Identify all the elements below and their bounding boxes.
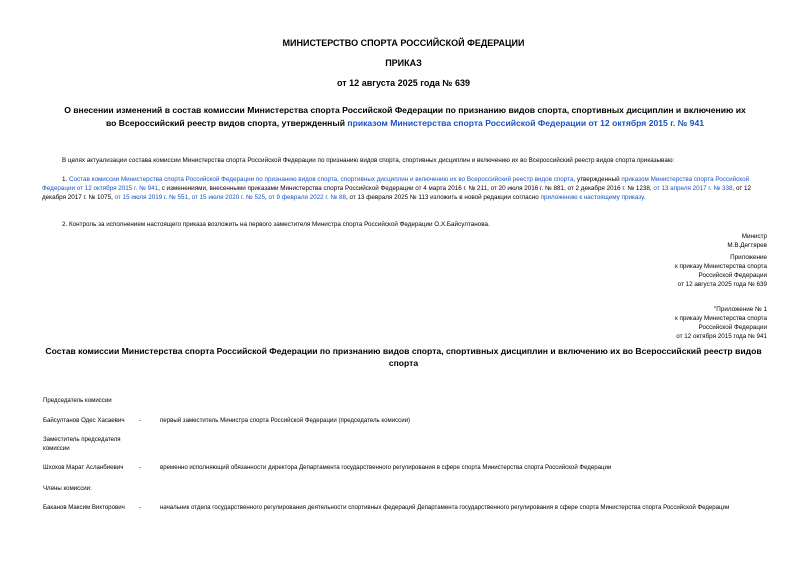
- appendix1-line: Российской Федерации: [698, 324, 767, 332]
- title-text: О внесении изменений в состав комиссии Министерства спорта Российской Федерации по признанию видов спорта, спортивных дисциплин и включению их во Всероссийский реестр видов спорта, утвержденный: [64, 105, 746, 128]
- member-name: Баканов Максим Викторович: [43, 504, 125, 511]
- member-name: Байсултанов Одес Хасаевич: [43, 417, 125, 424]
- item-1-text: , с изменениями, внесенными приказами Министерства спорта Российской Федерации от 4 марта 2016 г. № 211, от 20 июля 2016 г. № 881, от 2 декабря 2016 г. № 1238,: [158, 185, 654, 193]
- item-1-text: , от 12 декабря 2017 г. № 1075,: [42, 185, 751, 202]
- order-88-link[interactable]: от 9 февраля 2022 г. № 88: [268, 194, 346, 202]
- title-order-link[interactable]: приказом Министерства спорта Российской Федерации от 12 октября 2015 г. № 941: [347, 117, 705, 128]
- composition-title: Состав комиссии Министерства спорта Российской Федерации по признанию видов спорта, спортивных дисциплин и включению их во Всероссийский реестр видов спорта: [45, 346, 762, 368]
- dash-separator: -: [139, 464, 142, 471]
- dash-separator: -: [139, 417, 142, 424]
- appendix-line: Приложение: [730, 254, 767, 261]
- order-941-link[interactable]: приказом Министерства спорта Российской Федерации от 12 октября 2015 г. № 941: [42, 176, 750, 193]
- appendix1-line: от 12 октября 2015 года № 941: [676, 333, 767, 341]
- signature-position: Министр: [741, 233, 767, 240]
- order-338-link[interactable]: от 13 апреля 2017 г. № 338: [653, 185, 733, 193]
- appendix-line: к приказу Министерства спорта: [675, 263, 767, 271]
- appendix-line: Российской Федерации: [698, 272, 767, 280]
- appendix1-line: к приказу Министерства спорта: [675, 315, 767, 323]
- signature-name: М.В.Дегтярев: [727, 242, 767, 250]
- doc-date-number: от 12 августа 2025 года № 639: [337, 78, 470, 88]
- item-1: [42, 175, 767, 202]
- item-2: 2. Контроль за исполнением настоящего приказа возложить на первого заместителя Министра спорта Российской Федерации О.Х.Байсултанова.: [62, 221, 490, 228]
- composition-link[interactable]: Состав комиссии Министерства спорта Российской Федерации по признанию видов спорта, спортивных дисциплин и включению их во Всероссийский реестр видов спорта: [69, 176, 574, 183]
- deputy-label: Заместитель председателя комиссии: [43, 436, 121, 452]
- item-1-text: ,: [188, 194, 192, 202]
- item-1-text: , утвержденный: [573, 176, 622, 183]
- doc-type: ПРИКАЗ: [385, 58, 422, 68]
- item-1-text: .: [643, 194, 646, 202]
- item-1-number: 1.: [62, 176, 70, 183]
- appendix-line: от 12 августа 2025 года № 639: [677, 281, 767, 289]
- preamble: В целях актуализации состава комиссии Министерства спорта Российской Федерации по признанию видов спорта, спортивных дисциплин и включению их во Всероссийский реестр видов спорта приказываю:: [62, 157, 675, 164]
- members-label: Члены комиссии:: [43, 485, 92, 492]
- document-title: [60, 104, 750, 129]
- ministry-title: МИНИСТЕРСТВО СПОРТА РОССИЙСКОЙ ФЕДЕРАЦИИ: [282, 38, 525, 48]
- member-position: временно исполняющий обязанности директора Департамента государственного регулирования в сфере спорта Министерства спорта Российской Федерации: [160, 464, 612, 471]
- appendix-block: [675, 253, 767, 289]
- order-525-link[interactable]: от 15 июля 2020 г. № 525: [191, 194, 266, 202]
- appendix-link[interactable]: приложению к настоящему приказу: [540, 194, 644, 202]
- appendix1-line: "Приложение № 1: [714, 306, 767, 313]
- chair-label: Председатель комиссии: [43, 397, 112, 404]
- appendix1-block: [675, 305, 767, 341]
- order-551-link[interactable]: от 15 июля 2019 г. № 551: [114, 194, 189, 202]
- item-1-text: , от 13 февраля 2025 № 113 изложить в новой редакции согласно: [345, 194, 541, 202]
- member-position: начальник отдела государственного регулирования деятельности спортивных федераций Департамента государственного регулирования в сфере спорта Министерства спорта Российской Федерации: [160, 504, 730, 511]
- signature-block: [727, 232, 767, 250]
- item-1-text: ,: [265, 194, 269, 202]
- member-position: первый заместитель Министра спорта Российской Федерации (председатель комиссии): [160, 417, 411, 424]
- dash-separator: -: [139, 504, 142, 511]
- member-name: Шхохов Марат Асланбиевич: [43, 464, 124, 471]
